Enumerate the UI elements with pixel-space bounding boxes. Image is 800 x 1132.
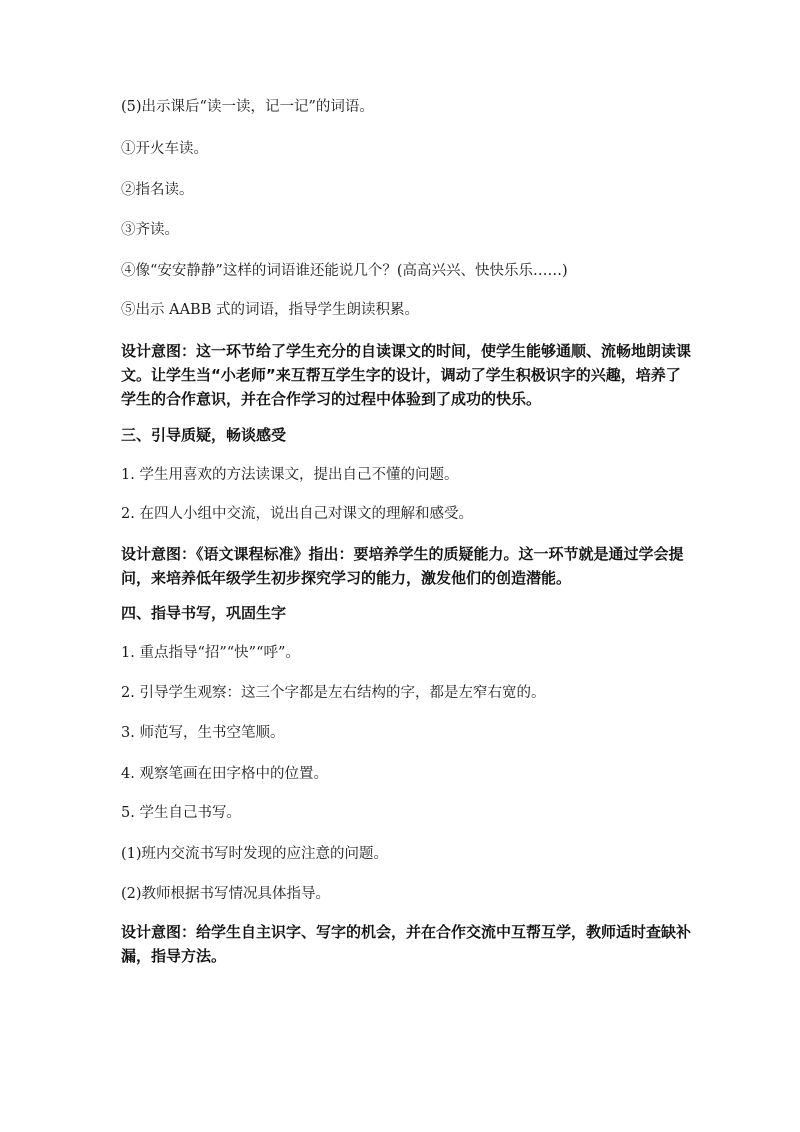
step-5-sub-5: ⑤出示 AABB 式的词语，指导学生朗读积累。 xyxy=(121,302,419,318)
section-4-item-5: 5. 学生自己书写。 xyxy=(121,805,241,821)
step-5-sub-4: ④像“安安静静”这样的词语谁还能说几个？(高高兴兴、快快乐乐……) xyxy=(121,263,568,279)
section-4-item-4: 4. 观察笔画在田字格中的位置。 xyxy=(121,766,328,782)
section-4-heading: 四、指导书写，巩固生字 xyxy=(121,604,287,622)
step-5-sub-2: ②指名读。 xyxy=(121,182,194,198)
section-4-item-2: 2. 引导学生观察：这三个字都是左右结构的字，都是左窄右宽的。 xyxy=(121,685,546,701)
section-3-heading: 三、引导质疑，畅谈感受 xyxy=(121,426,287,444)
section-3-item-1: 1. 学生用喜欢的方法读课文，提出自己不懂的问题。 xyxy=(121,467,459,483)
section-4-item-1: 1. 重点指导“招”“快”“呼”。 xyxy=(121,645,300,661)
design-note-2: 设计意图：《语文课程标准》指出：要培养学生的质疑能力。这一环节就是通过学会提问，来培养低年级学生初步探究学习的能力，激发他们的创造潜能。 xyxy=(121,545,684,587)
section-3-item-2: 2. 在四人小组中交流，说出自己对课文的理解和感受。 xyxy=(121,506,473,522)
section-4-item-3: 3. 师范写，生书空笔顺。 xyxy=(121,725,285,741)
design-note-3: 设计意图：给学生自主识字、写字的机会，并在合作交流中互帮互学，教师适时查缺补漏，指导方法。 xyxy=(121,923,692,965)
step-5-sub-3: ③齐读。 xyxy=(121,222,179,238)
step-5-text: (5)出示课后“读一读，记一记”的词语。 xyxy=(121,99,374,115)
design-note-1: 设计意图：这一环节给了学生充分的自读课文的时间，使学生能够通顺、流畅地朗读课文。让学生当“小老师”来互帮互学生字的设计，调动了学生积极识字的兴趣，培养了学生的合作意识，并在合作学习的过程中体验到了成功的快乐。 xyxy=(121,342,692,408)
step-5-sub-1: ①开火车读。 xyxy=(121,141,208,157)
section-4-item-5-sub-2: (2)教师根据书写情况具体指导。 xyxy=(121,886,331,902)
section-4-item-5-sub-1: (1)班内交流书写时发现的应注意的问题。 xyxy=(121,846,389,862)
